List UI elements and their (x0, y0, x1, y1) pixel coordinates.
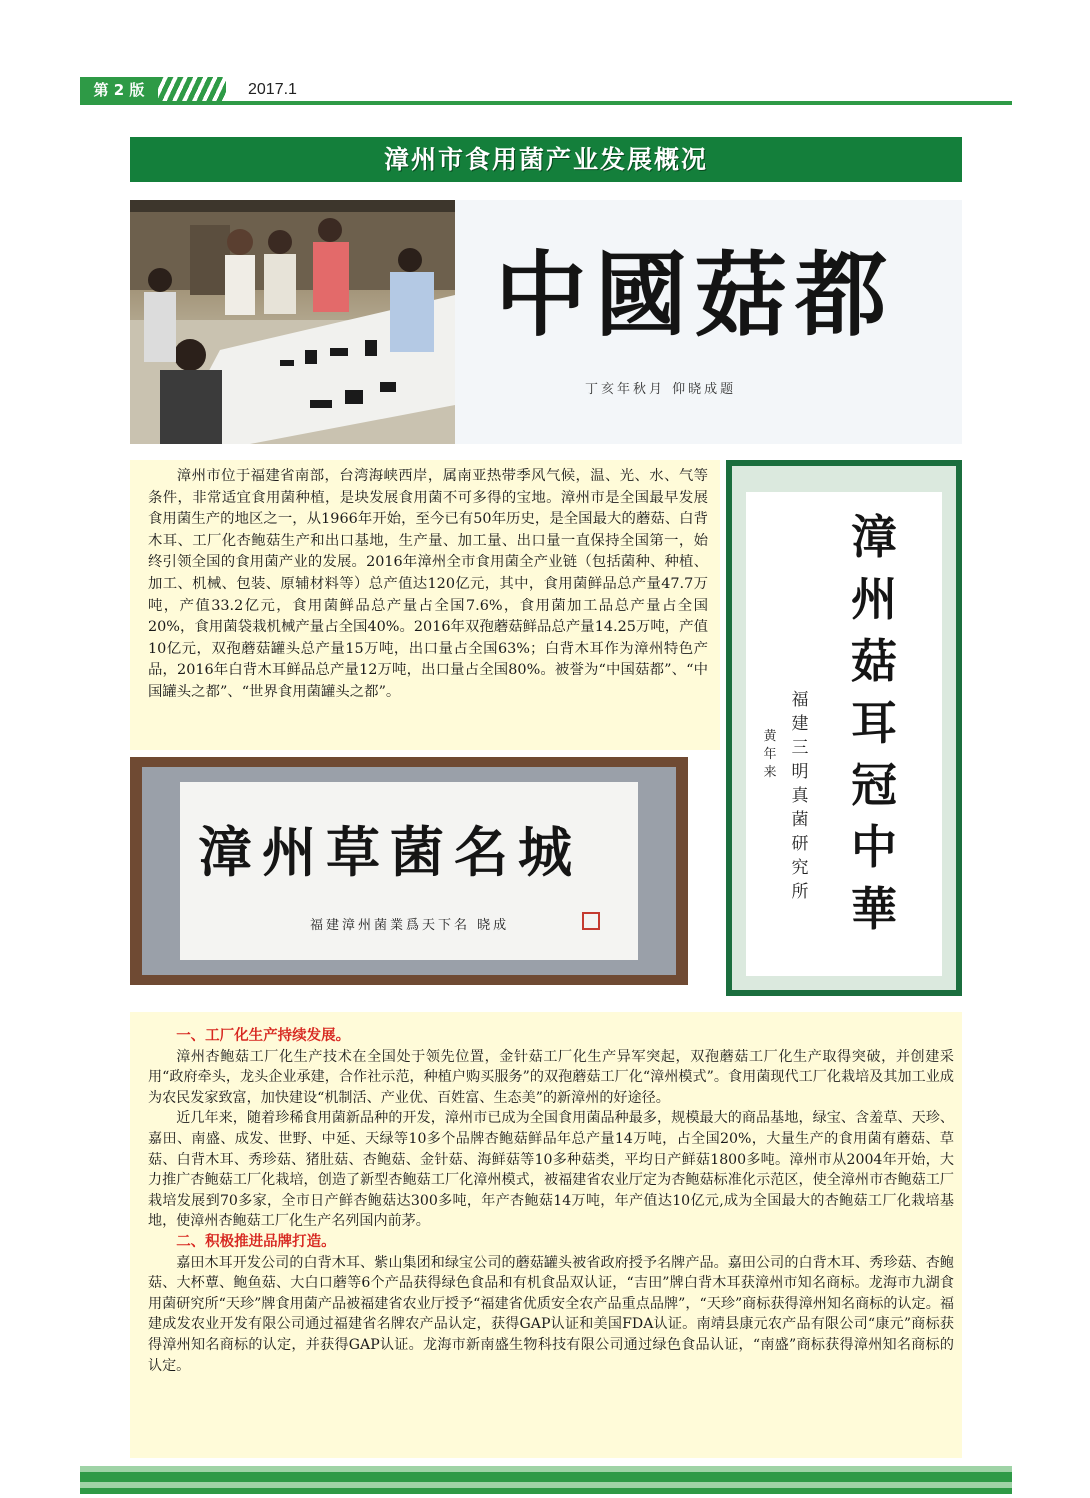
framed-calligraphy-inscription: 福建漳州菌業爲天下名 晓成 (310, 918, 510, 933)
red-seal-icon (582, 912, 600, 930)
body-sections (148, 1026, 954, 1376)
section-heading-1: 一、工厂化生产持续发展。 (176, 1028, 351, 1044)
section-1-paragraph-2: 近几年来，随着珍稀食用菌新品种的开发，漳州市已成为全国食用菌品种最多，规模最大的商品基地，绿宝、含羞草、天珍、嘉田、南盛、成发、世野、中延、天绿等10多个品牌杏鲍菇鲜品年总产量14万吨，占全国20%，大量生产的食用菌有蘑菇、草菇、白背木耳、秀珍菇、猪肚菇、杏鲍菇、金针菇、海鲜菇等10多种菇类，平均日产鲜菇1800多吨。漳州市从2004年开始，大力推广杏鲍菇工厂化栽培，创造了新型杏鲍菇工厂化漳州模式，被福建省农业厅定为杏鲍菇标准化示范区，使全漳州市杏鲍菇工厂栽培发展到70多家，全市日产鲜杏鲍菇达300多吨，年产杏鲍菇14万吨，年产值达10亿元,成为全国最大的杏鲍菇工厂化栽培基地，使漳州杏鲍菇工厂化生产名列国内前茅。 (148, 1110, 954, 1230)
framed-calligraphy-paper (180, 782, 638, 960)
vertical-calligraphy-paper (746, 492, 942, 976)
calligraphy-scene-illustration (130, 200, 455, 444)
page-number-label: 第 2 版 (80, 77, 158, 103)
header-rule (80, 101, 1012, 105)
header-stripes (158, 77, 226, 103)
article-title: 漳州市食用菌产业发展概况 (130, 137, 962, 182)
vertical-calligraphy-main: 漳州菇耳冠中華 (851, 510, 897, 936)
section-heading-2: 二、积极推进品牌打造。 (176, 1233, 336, 1250)
issue-date: 2017.1 (248, 81, 297, 98)
section-1-paragraph-1: 漳州杏鲍菇工厂化生产技术在全国处于领先位置，金针菇工厂化生产异军突起，双孢蘑菇工厂化生产取得突破，并创建采用“政府牵头，龙头企业承建，合作社示范，种植户购买服务”的双孢蘑菇工厂化“漳州模式”。食用菌现代工厂化栽培及其加工业成为农民发家致富，加快建设“机制活、产业优、百姓富、生态美”的新漳州的好途径。 (148, 1048, 954, 1106)
calligraphy-china-mushroom-capital: 中國菇都 (495, 241, 896, 349)
vertical-calligraphy-signature: 黄年来 (763, 729, 777, 780)
vertical-calligraphy-inscription: 福建三明真菌研究所 (791, 690, 809, 902)
calligraphy-scene-photo (130, 200, 455, 444)
footer-bar-dark (80, 1472, 1012, 1482)
calligraphy-zhangzhou-mushroom-city: 漳州草菌名城 (198, 820, 582, 884)
section-2-paragraph-1: 嘉田木耳开发公司的白背木耳、紫山集团和绿宝公司的蘑菇罐头被省政府授予名牌产品。嘉田公司的白背木耳、秀珍菇、杏鲍菇、大杯蕈、鲍鱼菇、大白口蘑等6个产品获得绿色食品和有机食品双认证，“吉田”牌白背木耳获漳州市知名商标。龙海市九湖食用菌研究所“天珍”牌食用菌产品被福建省农业厅授予“福建省优质安全农产品重点品牌”，“天珍”商标获得漳州知名商标的认定。福建成发农业开发有限公司通过福建省名牌农产品认定，获得GAP认证和美国FDA认证。南靖县康元农产品有限公司“康元”商标获得漳州知名商标的认定，并获得GAP认证。龙海市新南盛生物科技有限公司通过绿色食品认证，“南盛”商标获得漳州知名商标的认定。 (148, 1254, 954, 1374)
calligraphy-closeup (455, 200, 962, 444)
calligraphy-inscription: 丁亥年秋月 仰晓成题 (585, 382, 737, 397)
footer-bar-dark-2 (80, 1488, 1012, 1494)
intro-paragraph: 漳州市位于福建省南部，台湾海峡西岸，属南亚热带季风气候，温、光、水、气等条件，非常适宜食用菌种植，是块发展食用菌不可多得的宝地。漳州市是全国最早发展食用菌生产的地区之一，从1966年开始，至今已有50年历史，是全国最大的蘑菇、白背木耳、工厂化杏鲍菇生产和出口基地，生产量、加工量、出口量一直保持全国第一，始终引领全国的食用菌产业的发展。2016年漳州全市食用菌全产业链（包括菌种、种植、加工、机械、包装、原辅材料等）总产值达120亿元，其中，食用菌鲜品总产量47.7万吨，产值33.2亿元，食用菌鲜品总产量占全国7.6%，食用菌加工品总产量占全国20%，食用菌袋栽机械产量占全国40%。2016年双孢蘑菇鲜品总产量14.25万吨，产值10亿元，双孢蘑菇罐头总产量15万吨，出口量占全国63%；白背木耳作为漳州特色产品，2016年白背木耳鲜品总产量12万吨，出口量占全国80%。被誉为“中国菇都”、“中国罐头之都”、“世界食用菌罐头之都”。 (148, 468, 708, 700)
